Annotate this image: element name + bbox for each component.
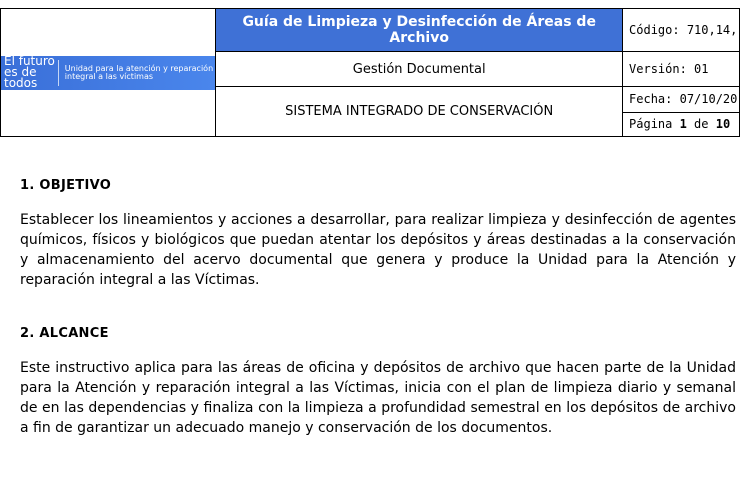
page-mid: de (686, 117, 716, 132)
page-total: 10 (715, 117, 731, 132)
institution-logo (1, 56, 215, 90)
process-name: Gestión Documental (216, 52, 623, 87)
code-field: Código: 710,14, (623, 9, 740, 52)
page-number: 1 (679, 117, 687, 132)
document-header (0, 8, 740, 137)
version-field: Versión: 01 (623, 52, 740, 87)
section-text-alcance: Este instructivo aplica para las áreas de oficina y depósitos de archivo que hacen parte de la Unidad para la Atención y reparación integral a las Víctimas, inicia con el plan de limpieza diario y semanal de en las dependencias y finaliza con la limpieza a profundidad semestral en los depósitos de archivo a fin de garantizar un adecuado manejo y conservación de los documentos. (20, 360, 736, 436)
page-field (623, 112, 740, 137)
logo-main-text: El futuro es de todos (4, 54, 55, 90)
logo-divider (58, 60, 59, 86)
page-prefix: Página (629, 117, 680, 132)
logo-cell (1, 9, 216, 137)
system-name: SISTEMA INTEGRADO DE CONSERVACIÓN (216, 87, 623, 137)
logo-sub-text: Unidad para la atención y reparación integral a las víctimas (64, 63, 214, 81)
document-title: Guía de Limpieza y Desinfección de Áreas de Archivo (216, 9, 623, 52)
section-heading-alcance: 2. ALCANCE (20, 326, 109, 341)
date-field: Fecha: 07/10/20 (623, 87, 740, 113)
section-heading-objetivo: 1. OBJETIVO (20, 178, 112, 193)
section-text-objetivo: Establecer los lineamientos y acciones a desarrollar, para realizar limpieza y desinfección de agentes químicos, físicos y biológicos que puedan atentar los depósitos y áreas destinadas a la conservación y almacenamiento del acervo documental que genera y produce la Unidad para la Atención y reparación integral a las Víctimas. (20, 212, 736, 288)
